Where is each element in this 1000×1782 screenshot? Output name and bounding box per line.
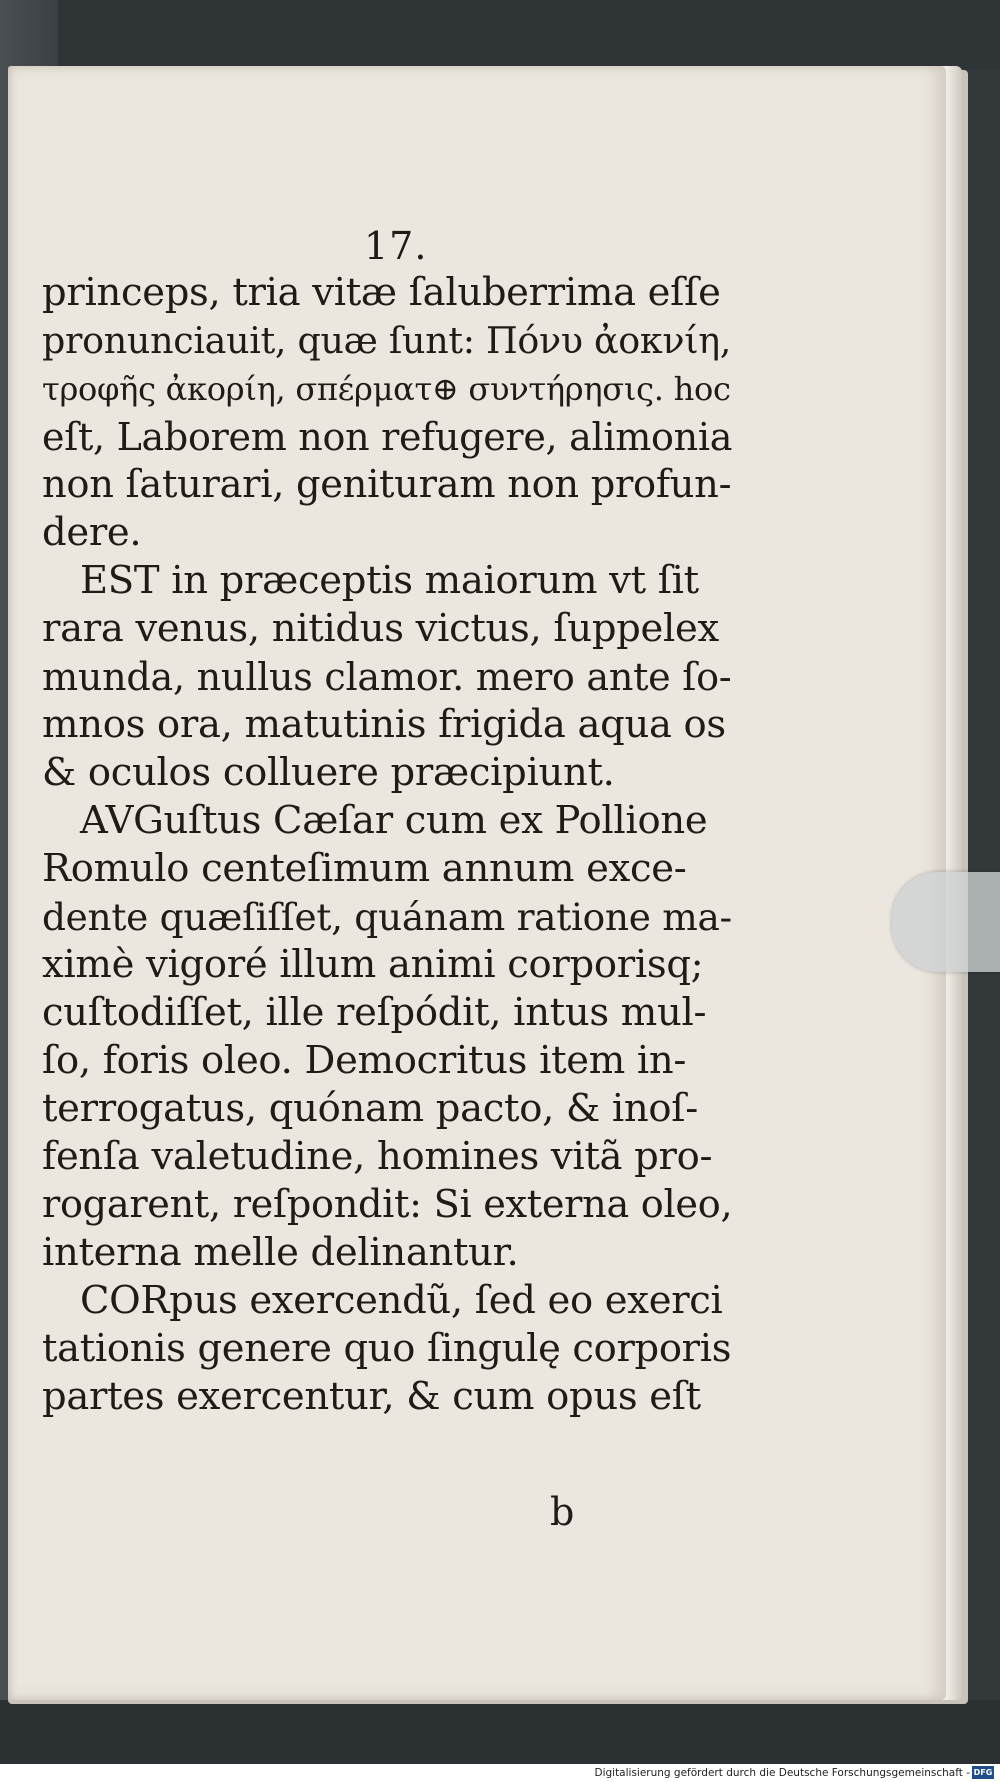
digitization-credit: Digitalisierung gefördert durch die Deutsche Forschungsgemeinschaft - <box>594 1767 970 1779</box>
text-line: fenſa valetudine, homines vitã pro- <box>42 1134 713 1179</box>
scan-backdrop-top <box>58 0 1000 70</box>
text-line: pronunciauit, quæ ſunt: Πόνυ ἀοκνίη, <box>42 319 732 362</box>
text-line: AVGuſtus Cæſar cum ex Pollione <box>80 798 708 843</box>
text-line: mnos ora, matutinis frigida aqua os <box>42 702 726 747</box>
text-line: & oculos colluere præcipiunt. <box>42 750 615 795</box>
text-line: munda, nullus clamor. mero ante ſo- <box>42 655 732 699</box>
scan-backdrop-bottom <box>0 1700 1000 1764</box>
text-line: dente quæſiſſet, quánam ratione ma- <box>42 895 732 939</box>
text-line: EST in præceptis maiorum vt ſit <box>80 558 699 603</box>
text-line: tationis genere quo ſingulę corporis <box>42 1326 732 1371</box>
text-line: cuſtodiſſet, ille reſpódit, intus mul- <box>42 990 707 1035</box>
dfg-logo-icon: DFG <box>973 1768 993 1777</box>
text-line: dere. <box>42 510 142 555</box>
text-line: eſt, Laborem non refugere, alimonia <box>42 415 733 459</box>
page-number: 17. <box>364 224 428 268</box>
text-line: Romulo centeſimum annum exce- <box>42 846 687 891</box>
text-line: princeps, tria vitæ ſaluberrima eſſe <box>42 270 721 315</box>
text-line: partes exercentur, & cum opus eſt <box>42 1374 701 1419</box>
book-page <box>8 66 946 1700</box>
text-line: terrogatus, quónam pacto, & inoſ- <box>42 1086 698 1131</box>
text-line: rara venus, nitidus victus, ſuppelex <box>42 606 719 651</box>
signature-mark: b <box>550 1490 575 1534</box>
text-line: non ſaturari, genituram non profun- <box>42 462 732 507</box>
text-line: rogarent, reſpondit: Si externa oleo, <box>42 1183 733 1227</box>
text-line: ſo, foris oleo. Democritus item in- <box>42 1038 687 1083</box>
text-line: ximè vigoré illum animi corporisq; <box>42 942 704 987</box>
page-tab-handle[interactable] <box>892 872 1000 972</box>
text-line: interna melle delinantur. <box>42 1230 519 1275</box>
text-line: τροφῆς ἀκορίη, σπέρματ⊕ συντήρησις. hoc <box>42 370 731 408</box>
text-line: CORpus exercendũ, ſed eo exerci <box>80 1278 723 1323</box>
